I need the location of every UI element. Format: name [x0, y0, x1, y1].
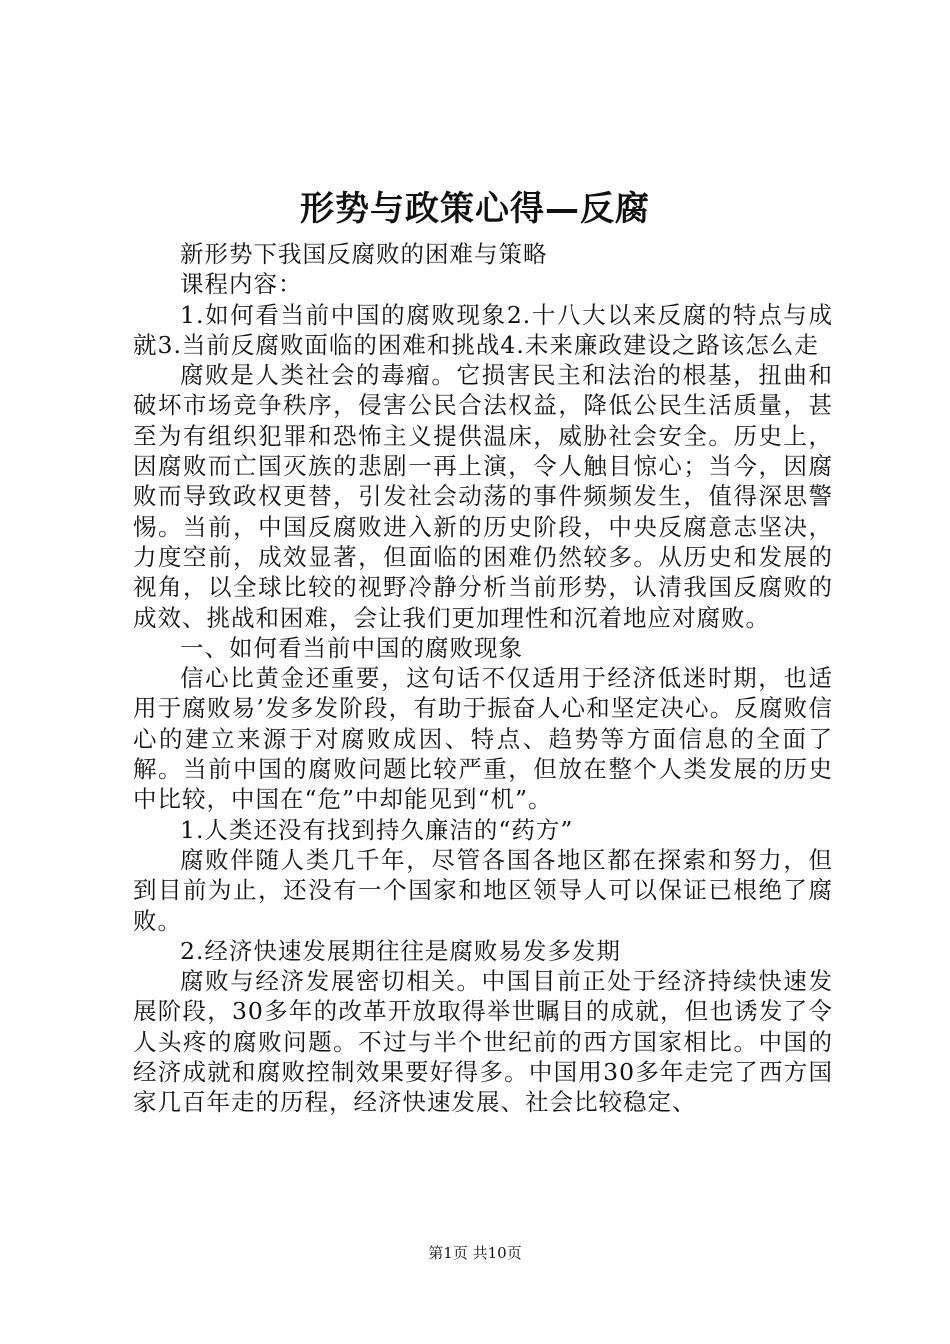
intro-paragraph: 腐败是人类社会的毒瘤。它损害民主和法治的根基，扭曲和破坏市场竞争秩序，侵害公民合法权益，降低公民生活质量，甚至为有组织犯罪和恐怖主义提供温床，威胁社会安全。历史上，因腐败而亡国灭族的悲剧一再上演，令人触目惊心；当今，因腐败而导致政权更替，引发社会动荡的事件频频发生，值得深思警惕。当前，中国反腐败进入新的历史阶段，中央反腐意志坚决，力度空前，成效显著，但面临的困难仍然较多。从历史和发展的视角，以全球比较的视野冷静分析当前形势，认清我国反腐败的成效、挑战和困难，会让我们更加理性和沉着地应对腐败。 [133, 361, 833, 632]
subtitle-paragraph: 新形势下我国反腐败的困难与策略 [180, 240, 548, 268]
page-footer: 第1页 共10页 [428, 1244, 522, 1262]
body-paragraph: 信心比黄金还重要，这句话不仅适用于经济低迷时期，也适用于腐败易’发多发阶段，有助于振奋人心和坚定决心。反腐败信心的建立来源于对腐败成因、特点、趋势等方面信息的全面了解。当前中国的腐败问题比较严重，但放在整个人类发展的历史中比较，中国在“危”中却能见到“机”。 [133, 664, 833, 814]
section-heading-1: 一、如何看当前中国的腐败现象 [180, 633, 523, 662]
subsection-heading-2: 2.经济快速发展期往往是腐败易发多发期 [180, 936, 621, 965]
course-content-label: 课程内容： [180, 270, 303, 299]
body-paragraph: 腐败伴随人类几千年，尽管各国各地区都在探索和努力，但到目前为止，还没有一个国家和地区领导人可以保证已根绝了腐败。 [133, 845, 833, 935]
course-outline-paragraph: 1.如何看当前中国的腐败现象2.十八大以来反腐的特点与成就3.当前反腐败面临的困难和挑战4.未来廉政建设之路该怎么走 [133, 300, 833, 359]
document-body [133, 239, 833, 1118]
subsection-heading-1: 1.人类还没有找到持久廉洁的“药方” [180, 815, 574, 844]
document-title: 形势与政策心得—反腐 [300, 189, 650, 229]
body-paragraph: 腐败与经济发展密切相关。中国目前正处于经济持续快速发展阶段，30多年的改革开放取得举世瞩目的成就，但也诱发了令人头疼的腐败问题。不过与半个世纪前的西方国家相比。中国的经济成就和腐败控制效果要好得多。中国用30多年走完了西方国家几百年走的历程，经济快速发展、社会比较稳定、 [133, 967, 833, 1117]
